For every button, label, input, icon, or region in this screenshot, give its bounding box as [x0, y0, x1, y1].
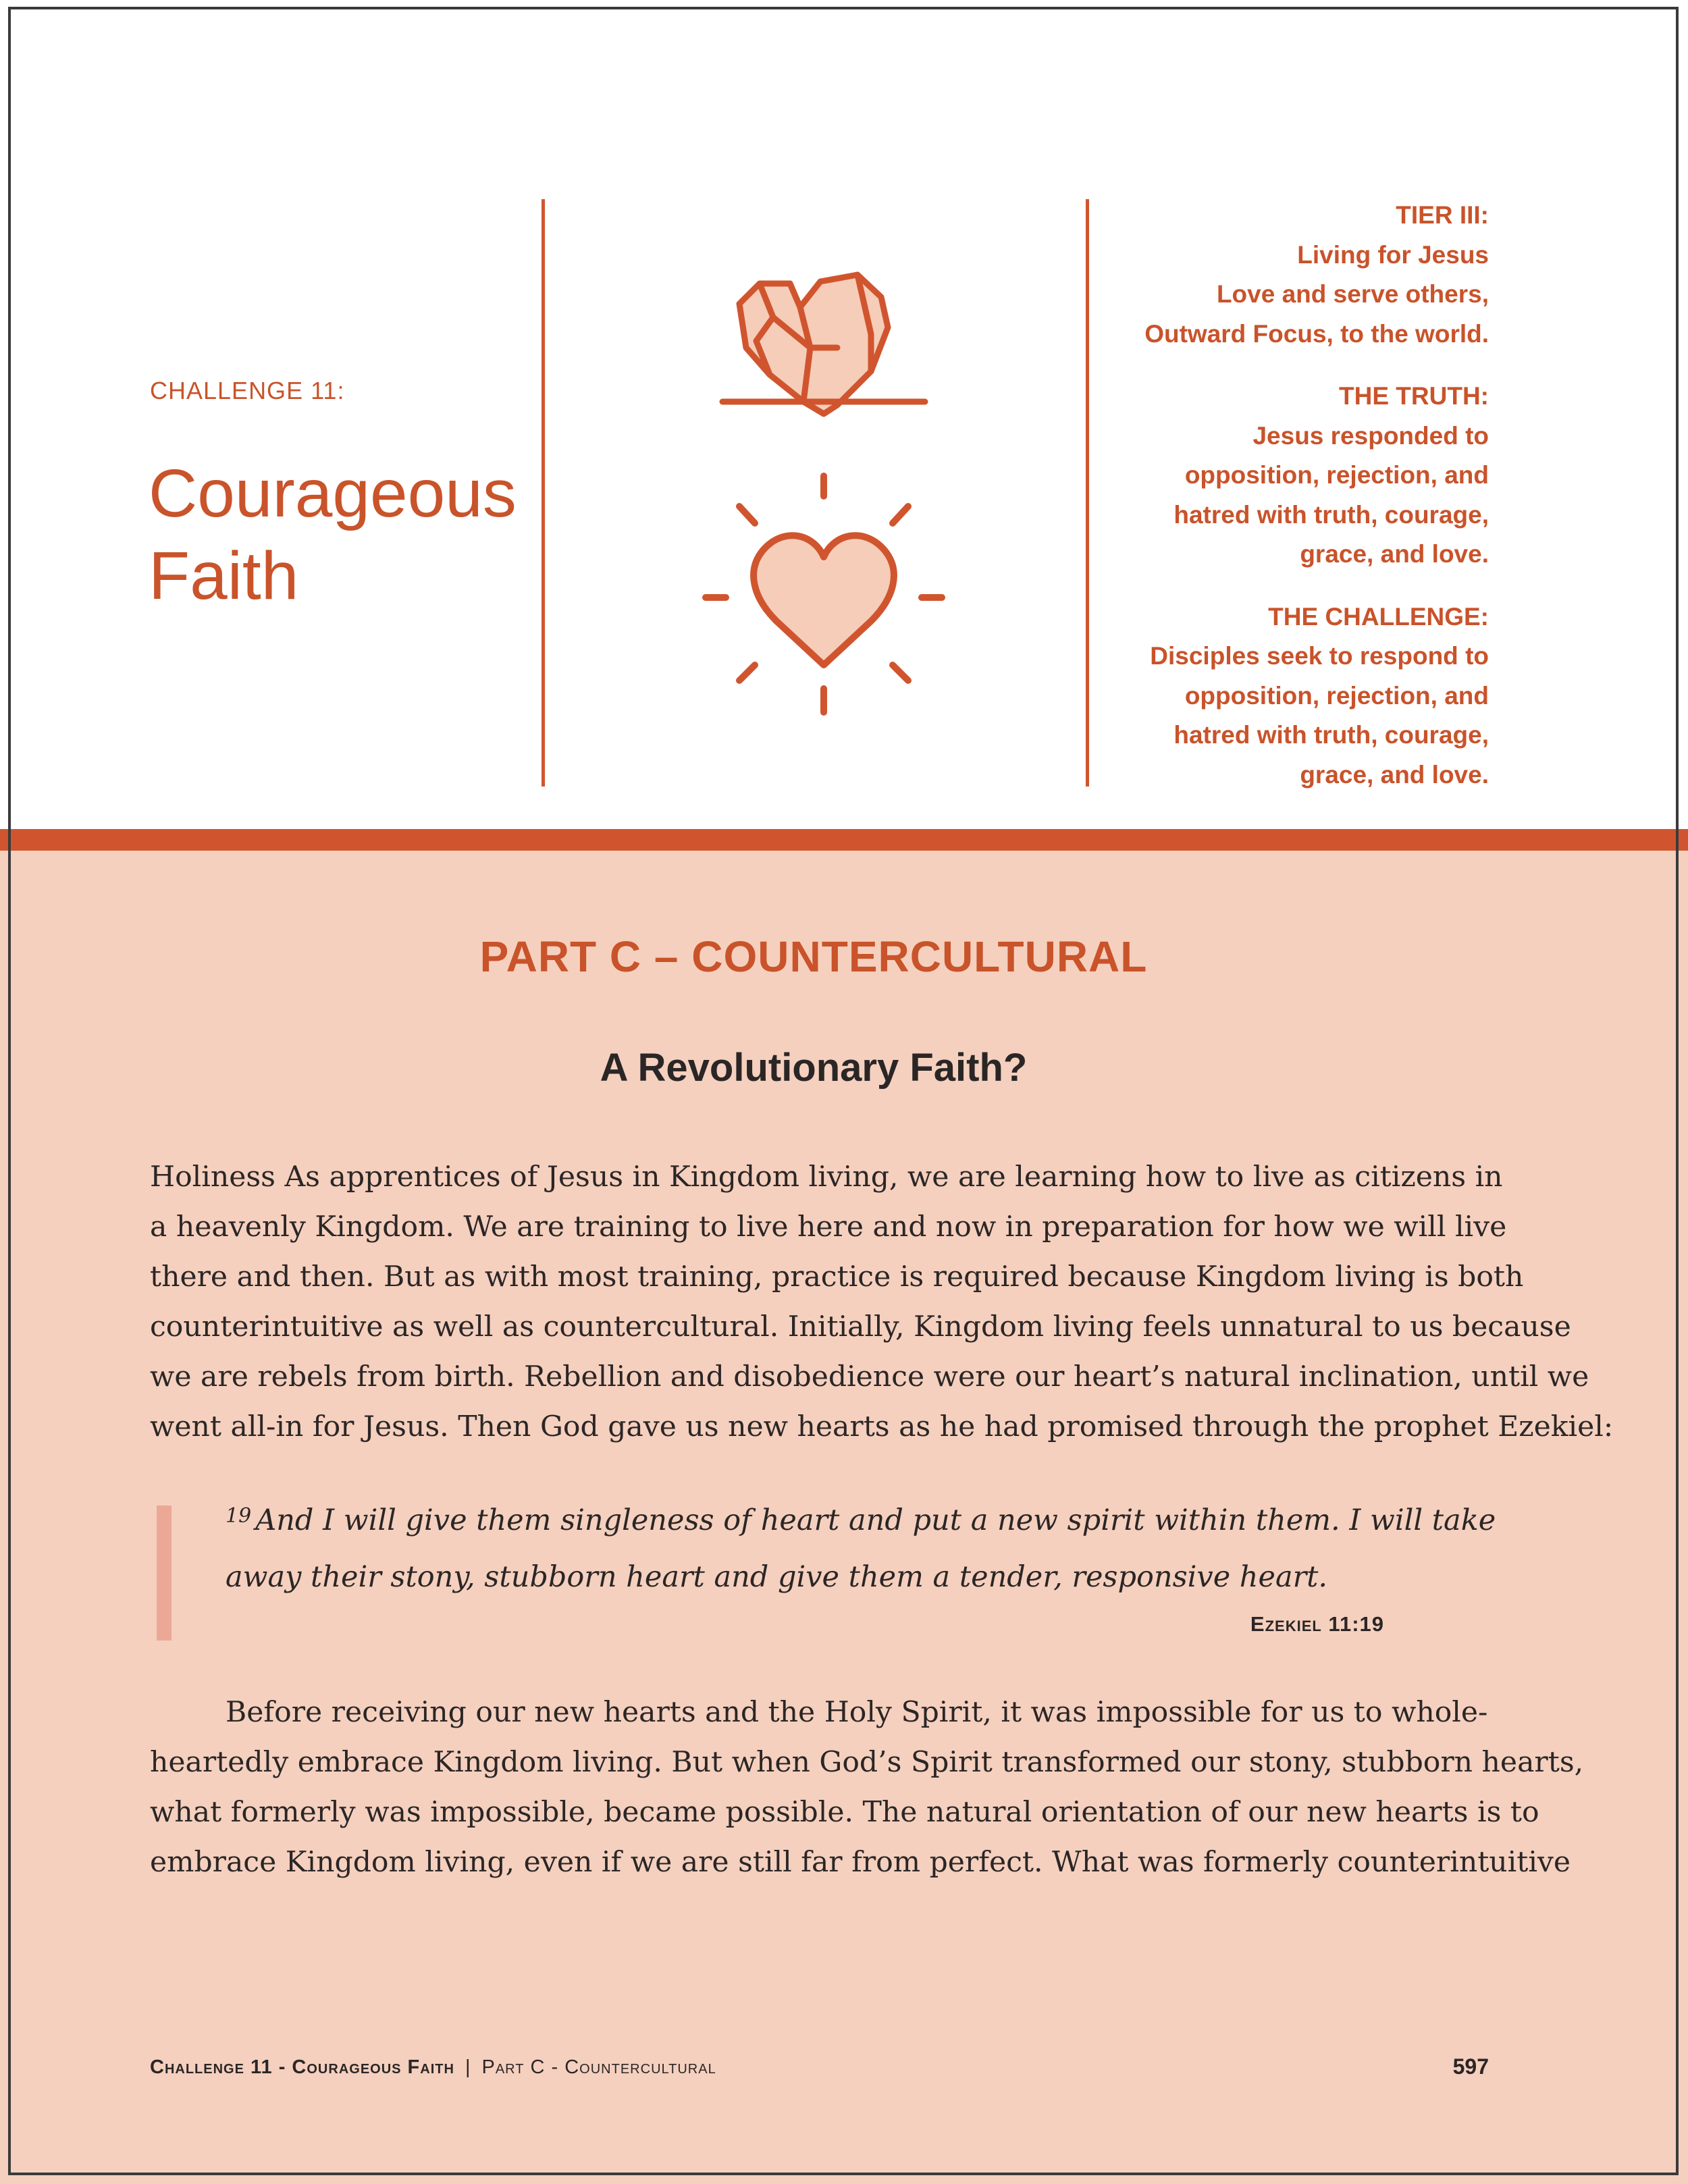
quote-citation: Ezekiel 11:19 — [1250, 1612, 1384, 1636]
challenge-heading: THE CHALLENGE: — [1268, 602, 1489, 631]
paragraph-line: heartedly embrace Kingdom living. But when God’s Spirit transformed our stony, stubborn hearts, — [150, 1746, 1584, 1779]
tier-line: Living for Jesus — [1297, 240, 1489, 269]
truth-line: hatred with truth, courage, — [1173, 500, 1489, 529]
paragraph-line: there and then. But as with most training, practice is required because Kingdom living is both — [150, 1260, 1524, 1294]
divider-bar — [0, 829, 1688, 851]
running-footer — [150, 2056, 716, 2079]
tier-info-panel — [1057, 196, 1489, 818]
title-line-1: Courageous — [149, 456, 517, 531]
truth-line: grace, and love. — [1300, 540, 1489, 568]
paragraph-line: Before receiving our new hearts and the Holy Spirit, it was impossible for us to whole- — [226, 1696, 1488, 1729]
page-number: 597 — [1452, 2054, 1489, 2079]
quote-bar — [157, 1506, 172, 1641]
challenge-block — [1057, 597, 1489, 795]
challenge-line: opposition, rejection, and — [1184, 681, 1489, 710]
truth-block — [1057, 377, 1489, 575]
truth-line: opposition, rejection, and — [1184, 461, 1489, 489]
tier-line: Outward Focus, to the world. — [1144, 319, 1489, 348]
quote-line — [226, 1492, 1508, 1549]
tier-block — [1057, 196, 1489, 354]
left-vertical-divider — [542, 199, 545, 787]
scripture-quote — [226, 1492, 1508, 1605]
paragraph-line: a heavenly Kingdom. We are training to live here and now in preparation for how we will live — [150, 1210, 1507, 1244]
footer-separator: | — [465, 2056, 471, 2078]
part-title: PART C – COUNTERCULTURAL — [479, 932, 1148, 981]
section-subtitle: A Revolutionary Faith? — [600, 1046, 1028, 1090]
truth-line: Jesus responded to — [1252, 421, 1489, 450]
paragraph-line: counterintuitive as well as countercultural. Initially, Kingdom living feels unnatural to us because — [150, 1310, 1571, 1343]
body-paragraph-2 — [150, 1688, 1584, 1888]
quote-text: And I will give them singleness of heart and put a new spirit within them. I will take — [255, 1503, 1496, 1537]
body-paragraph-1 — [150, 1152, 1614, 1452]
paragraph-line: we are rebels from birth. Rebellion and disobedience were our heart’s natural inclination, until we — [150, 1360, 1589, 1393]
challenge-line: hatred with truth, courage, — [1173, 721, 1489, 749]
challenge-label: CHALLENGE 11: — [150, 377, 345, 404]
challenge-line: Disciples seek to respond to — [1150, 642, 1489, 670]
title-line-2: Faith — [149, 538, 299, 614]
radiant-heart-icon — [695, 466, 952, 722]
verse-number: 19 — [226, 1504, 252, 1528]
stone-heart-icon — [716, 267, 932, 422]
truth-heading: THE TRUTH: — [1339, 382, 1489, 410]
tier-line: Love and serve others, — [1216, 280, 1489, 308]
paragraph-line: embrace Kingdom living, even if we are still far from perfect. What was formerly counterintuitive — [150, 1846, 1571, 1879]
footer-chapter: Challenge 11 - Courageous Faith — [150, 2056, 454, 2078]
quote-line: away their stony, stubborn heart and give them a tender, responsive heart. — [226, 1560, 1328, 1594]
paragraph-line: what formerly was impossible, became possible. The natural orientation of our new hearts is to — [150, 1796, 1539, 1829]
page-title — [149, 452, 527, 617]
footer-part: Part C - Countercultural — [481, 2056, 716, 2078]
tier-heading: TIER III: — [1396, 201, 1489, 229]
challenge-line: grace, and love. — [1300, 760, 1489, 789]
paragraph-line: Holiness As apprentices of Jesus in Kingdom living, we are learning how to live as citizens in — [150, 1161, 1503, 1194]
paragraph-line: went all-in for Jesus. Then God gave us new hearts as he had promised through the prophet Ezekiel: — [150, 1410, 1614, 1443]
